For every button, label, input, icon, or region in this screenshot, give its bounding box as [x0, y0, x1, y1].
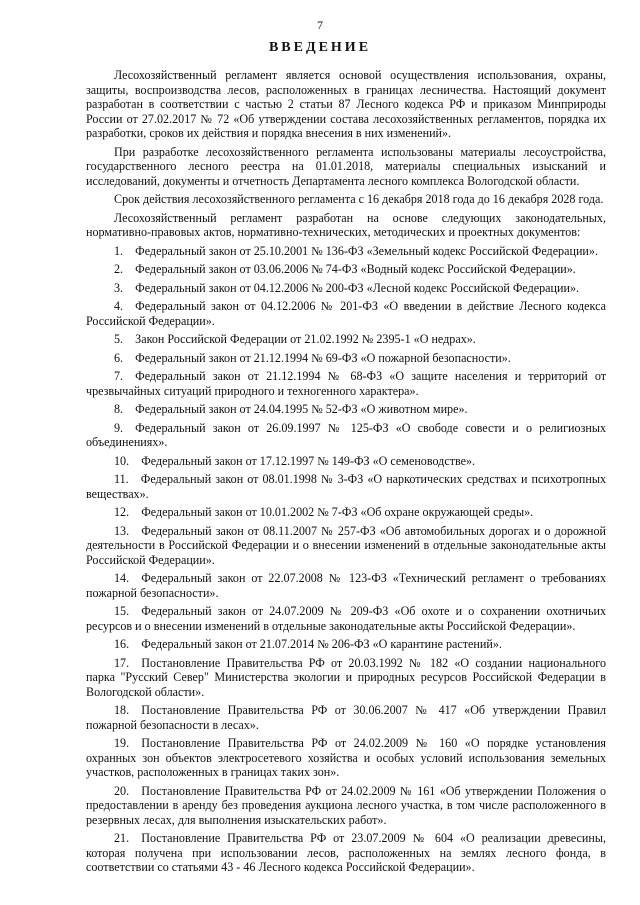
page-number: 7: [317, 18, 323, 32]
list-item: 6. Федеральный закон от 21.12.1994 № 69-ФЗ «О пожарной безопасности».: [114, 350, 511, 365]
validity-paragraph: Срок действия лесохозяйственного регламента с 16 декабря 2018 года до 16 декабря 2028 года.: [114, 192, 604, 206]
document-body: [86, 68, 606, 879]
list-item: 7. Федеральный закон от 21.12.1994 № 68-ФЗ «О защите населения и территорий от чрезвычайных ситуаций природного и техногенного характера».: [86, 369, 606, 398]
list-item: 8. Федеральный закон от 24.04.1995 № 52-ФЗ «О животном мире».: [114, 402, 468, 416]
legal-basis-paragraph: Лесохозяйственный регламент разработан на основе следующих законодательных, нормативно-правовых актов, нормативно-технических, методических и проектных документов:: [86, 210, 606, 239]
sources-paragraph: При разработке лесохозяйственного регламента использованы материалы лесоустройства, государственного лесного реестра на 01.01.2018, материалы специальных изысканий и исследований, документы и отчетность Департамента лесного комплекса Вологодской области.: [86, 144, 606, 188]
legal-acts-list: [86, 244, 606, 875]
list-item: 18. Постановление Правительства РФ от 30.06.2007 № 417 «Об утверждении Правил пожарной безопасности в лесах».: [86, 703, 606, 732]
list-item: 21. Постановление Правительства РФ от 23.07.2009 № 604 «О реализации древесины, которая получена при использовании лесов, расположенных на землях лесного фонда, в соответствии со статьями 43 - 46 Лесного кодекса Российской Федерации».: [86, 831, 606, 874]
list-item: 15. Федеральный закон от 24.07.2009 № 209-ФЗ «Об охоте и о сохранении охотничьих ресурсов и о внесении изменений в отдельные законодательные акты Российской Федерации».: [86, 604, 606, 633]
list-item: 9. Федеральный закон от 26.09.1997 № 125-ФЗ «О свободе совести и о религиозных объединениях».: [86, 420, 606, 449]
list-item: 16. Федеральный закон от 21.07.2014 № 206-ФЗ «О карантине растений».: [114, 637, 502, 651]
intro-paragraph: Лесохозяйственный регламент является основой осуществления использования, охраны, защиты, воспроизводства лесов, расположенных в границах лесничества. Настоящий документ разработан в соответствии с частью 2 статьи 87 Лесного кодекса РФ и приказом Минприроды России от 27.02.2017 № 72 «Об утверждении состава лесохозяйственных регламентов, порядка их разработки, сроков их действия и порядка внесения в них изменений».: [86, 68, 606, 140]
list-item: 2. Федеральный закон от 03.06.2006 № 74-ФЗ «Водный кодекс Российской Федерации».: [114, 262, 576, 276]
list-item: 19. Постановление Правительства РФ от 24.02.2009 № 160 «О порядке установления охранных зон объектов электросетевого хозяйства и особых условий использования земельных участков, расположенных в границах таких зон».: [86, 736, 606, 779]
list-item: 10. Федеральный закон от 17.12.1997 № 149-ФЗ «О семеноводстве».: [114, 453, 476, 468]
page-title: ВВЕДЕНИЕ: [268, 40, 372, 55]
list-item: 12. Федеральный закон от 10.01.2002 № 7-ФЗ «Об охране окружающей среды».: [114, 505, 534, 519]
list-item: 20. Постановление Правительства РФ от 24.02.2009 № 161 «Об утверждении Положения о предоставлении в аренду без проведения аукциона лесного участка, в том числе расположенного в резервных лесах, для выполнения изыскательских работ».: [86, 783, 606, 827]
list-item: 13. Федеральный закон от 08.11.2007 № 257-ФЗ «Об автомобильных дорогах и о дорожной деятельности в Российской Федерации и о внесении изменений в отдельные законодательные акты Российской Федерации».: [86, 523, 606, 567]
list-item: 4. Федеральный закон от 04.12.2006 № 201-ФЗ «О введении в действие Лесного кодекса Российской Федерации».: [86, 299, 606, 328]
list-item: 14. Федеральный закон от 22.07.2008 № 123-ФЗ «Технический регламент о требованиях пожарной безопасности».: [86, 571, 606, 600]
list-item: 1. Федеральный закон от 25.10.2001 № 136-ФЗ «Земельный кодекс Российской Федерации».: [114, 243, 598, 258]
list-item: 11. Федеральный закон от 08.01.1998 № 3-ФЗ «О наркотических средствах и психотропных веществах».: [86, 472, 606, 501]
list-item: 3. Федеральный закон от 04.12.2006 № 200-ФЗ «Лесной кодекс Российской Федерации».: [114, 280, 580, 295]
list-item: 5. Закон Российской Федерации от 21.02.1992 № 2395-1 «О недрах».: [114, 332, 476, 346]
list-item: 17. Постановление Правительства РФ от 20.03.1992 № 182 «О создании национального парка "Русский Север" Министерства экологии и природных ресурсов Российской Федерации в Вологодской области».: [86, 655, 606, 699]
